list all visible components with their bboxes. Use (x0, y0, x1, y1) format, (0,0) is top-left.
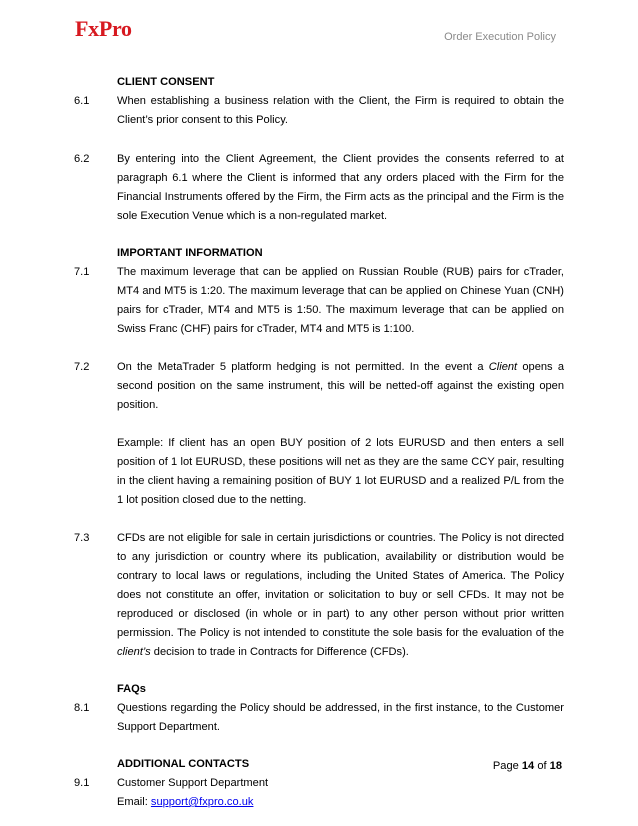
clause-9-1 (74, 774, 564, 812)
emphasis-client: Client (488, 361, 518, 373)
clause-body (117, 358, 564, 510)
emphasis-clients: client’s (117, 646, 151, 658)
clause-number: 6.1 (74, 95, 90, 107)
support-email-link[interactable]: support@fxpro.co.uk (150, 796, 254, 808)
clause-number: 7.2 (74, 361, 90, 373)
clause-8-1 (74, 699, 564, 737)
clause-number: 9.1 (74, 777, 90, 789)
clause-number: 6.2 (74, 153, 90, 165)
clause-example: Example: If client has an open BUY position of 2 lots EURUSD and then enters a sell position of 1 lot EURUSD, these positions will net as they are the same CCY pair, resulting in the client having a remaining position of BUY 1 lot EURUSD and a realized P/L from the 1 lot position closed due to the netting. (117, 437, 564, 506)
contact-email-line (117, 793, 564, 812)
clause-7-2 (74, 358, 564, 510)
contact-department: Customer Support Department (117, 777, 269, 789)
email-label: Email: (117, 796, 151, 808)
clause-body (117, 774, 564, 812)
clause-6-1 (74, 92, 564, 130)
section-heading-faqs: FAQs (117, 683, 146, 695)
clause-number: 8.1 (74, 702, 90, 714)
document-title: Order Execution Policy (444, 31, 556, 43)
section-heading-additional-contacts: ADDITIONAL CONTACTS (117, 758, 250, 770)
clause-text: CFDs are not eligible for sale in certain jurisdictions or countries. The Policy is not directed to any jurisdiction or country where its publication, availability or distribution would be contrary to local laws or regulations, including the United States of America. The Policy does not constitute an offer, invitation or solicitation to buy or sell CFDs. It may not be reproduced or disclosed (in whole or in part) to any other person without prior written permission. The Policy is not intended to constitute the sole basis for the evaluation of the client’s decision to trade in Contracts for Difference (CFDs). (117, 532, 564, 658)
clause-7-1 (74, 263, 564, 339)
clause-text: By entering into the Client Agreement, the Client provides the consents referred to at paragraph 6.1 where the Client is informed that any orders placed with the Firm for the Financial Instruments offered by the Firm, the Firm acts as the principal and the Firm is the sole Execution Venue which is a non-regulated market. (117, 153, 564, 222)
policy-content (74, 73, 564, 812)
total-pages: 18 (549, 760, 562, 772)
clause-number: 7.3 (74, 532, 90, 544)
clause-text: The maximum leverage that can be applied on Russian Rouble (RUB) pairs for cTrader, MT4 and MT5 is 1:20. The maximum leverage that can be applied on Chinese Yuan (CNH) pairs for cTrader, MT4 and MT5 is 1:50. The maximum leverage that can be applied on Swiss Franc (CHF) pairs for cTrader, MT4 and MT5 is 1:100. (117, 266, 564, 335)
clause-7-3 (74, 529, 564, 662)
clause-text: When establishing a business relation with the Client, the Firm is required to obtain the Client’s prior consent to this Policy. (117, 95, 564, 126)
section-heading-client-consent: CLIENT CONSENT (117, 76, 215, 88)
clause-6-2 (74, 150, 564, 226)
clause-text: Questions regarding the Policy should be addressed, in the first instance, to the Customer Support Department. (117, 702, 564, 733)
clause-number: 7.1 (74, 266, 90, 278)
current-page: 14 (521, 760, 535, 772)
fxpro-logo: FxPro (75, 16, 132, 41)
page-number: Page 14 of 18 (492, 760, 562, 772)
clause-text: On the MetaTrader 5 platform hedging is not permitted. In the event a Client opens a second position on the same instrument, this will be netted-off against the existing open position. (117, 361, 565, 411)
section-heading-important-information: IMPORTANT INFORMATION (117, 247, 263, 259)
